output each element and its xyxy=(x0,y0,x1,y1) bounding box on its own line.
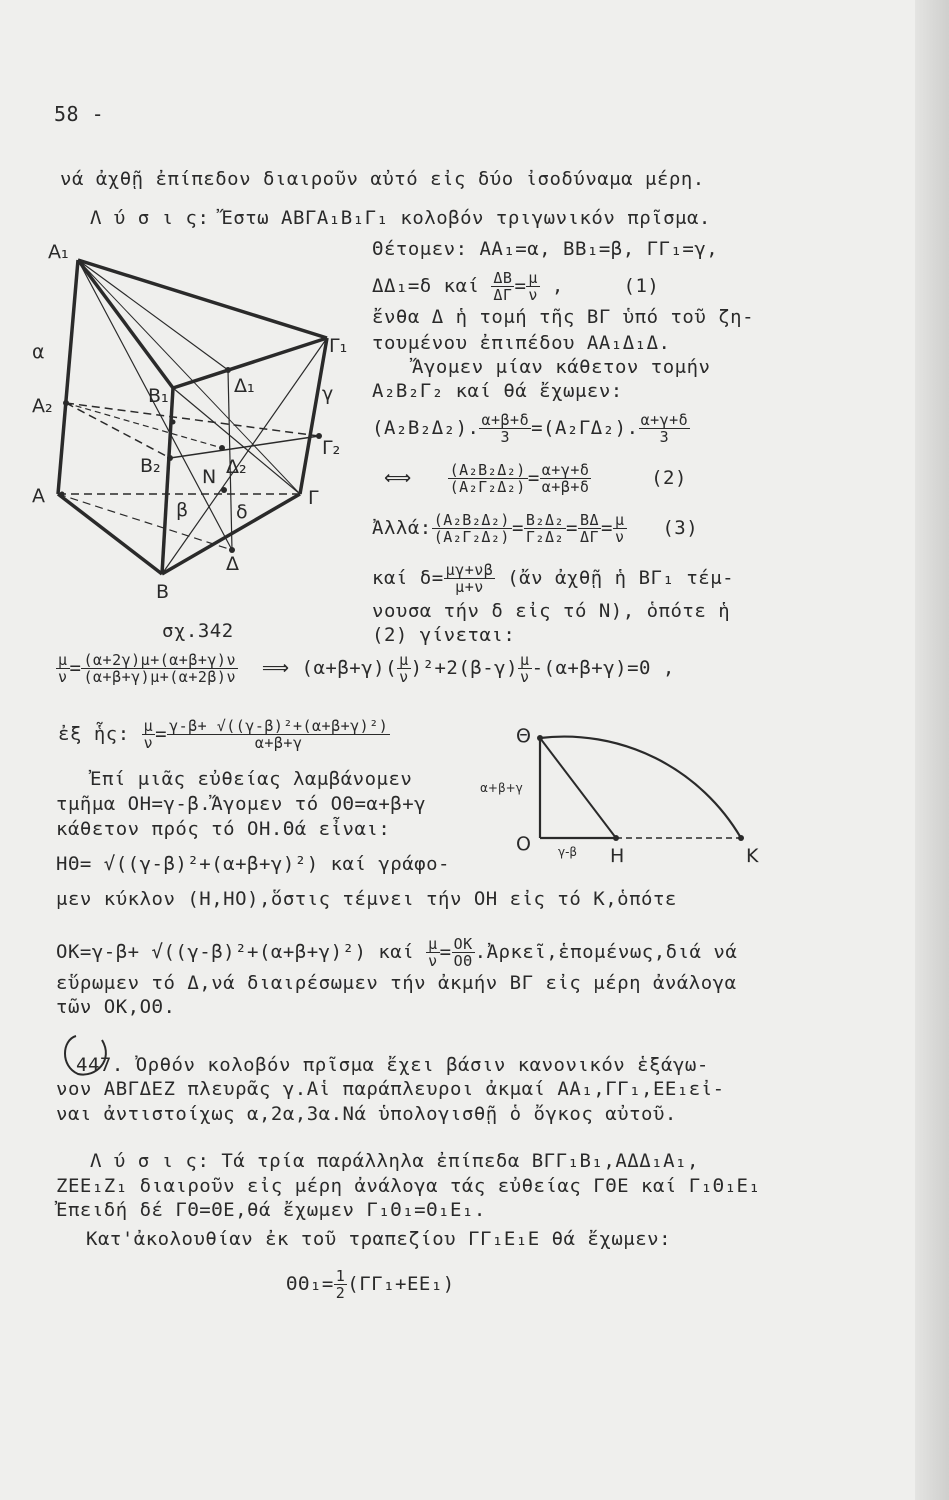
figure-circle-construction xyxy=(478,710,778,870)
text-line-25: 447. Ὀρθόν κολοβόν πρῖσμα ἔχει βάσιν κανονικόν ἑξάγω- xyxy=(76,1054,709,1076)
text-line-4: ΔΔ₁=δ καί $\frac{\Delta B}{\Delta\Gamma}$ = $\frac{\mu}{\nu}$ , (1) xyxy=(372,269,660,304)
text-line-20: ΗΘ= √((γ-β)²+(α+β+γ)²) καί γράφο- xyxy=(56,853,450,875)
label-alpha: α xyxy=(32,341,45,363)
label-O: Ο xyxy=(516,833,531,855)
label-B1: Β₁ xyxy=(148,385,169,407)
text-line-2: Λ ύ σ ι ς: Ἔστω ΑΒΓΑ₁Β₁Γ₁ κολοβόν τριγωνικόν πρῖσμα. xyxy=(90,207,711,229)
label-K: Κ xyxy=(746,845,759,867)
label-D: Δ xyxy=(226,553,239,575)
figure-342-caption: σχ.342 xyxy=(162,620,234,642)
label-A: Α xyxy=(32,485,45,507)
label-gamma-minus-beta: γ-β xyxy=(558,845,578,859)
label-G2: Γ₂ xyxy=(322,437,341,459)
text-line-32: ΘΘ₁= $\frac{1}{2}$ (ΓΓ₁+ΕΕ₁) xyxy=(286,1267,455,1302)
text-line-13: νουσα τήν δ εἰς τό Ν), ὁπότε ἡ xyxy=(372,600,731,622)
label-beta: β xyxy=(176,499,189,521)
label-A2: Α₂ xyxy=(32,395,53,417)
text-line-28: Λ ύ σ ι ς: Τά τρία παράλληλα ἐπίπεδα ΒΓΓ₁Β₁,ΑΔΔ₁Α₁, xyxy=(90,1150,699,1172)
text-line-21: μεν κύκλον (Η,ΗΟ),ὅστις τέμνει τήν ΟΗ εἰς τό Κ,ὁπότε xyxy=(56,888,677,910)
text-line-15: $\frac{\mu}{\nu}$ = $\frac{(\alpha+2\gamma)\mu+(\alpha+\beta+\gamma)\nu}{(\alpha+\beta+\gamma)\mu+(\alpha+2\beta)\nu}$ ⟹ (α+β+γ)( $\frac{\mu}{\nu}$ )²+2(β-γ) $\frac{\mu}{\nu}$ -(α+β+γ)=0 , xyxy=(58,651,675,686)
text-line-16: ἐξ ἧς: $\frac{\mu}{\nu}$ = $\frac{\text{γ-β+ √((γ-β)²+(α+β+γ)²)}}{\alpha+\beta+\gamma}$ xyxy=(58,717,389,752)
label-D1: Δ₁ xyxy=(234,375,255,397)
text-line-8: Α₂Β₂Γ₂ καί θά ἔχωμεν: xyxy=(372,380,623,402)
page-edge-shadow xyxy=(915,0,949,1500)
text-line-31: Κατ'ἀκολουθίαν ἐκ τοῦ τραπεζίου ΓΓ₁Ε₁Ε θά ἔχωμεν: xyxy=(86,1228,672,1250)
text-line-9: (Α₂Β₂Δ₂). $\frac{\alpha+\beta+\delta}{3}$ =(Α₂ΓΔ₂). $\frac{\alpha+\gamma+\delta}{3}$ xyxy=(372,411,689,446)
label-B: Β xyxy=(156,581,170,603)
text-line-14: (2) γίνεται: xyxy=(372,624,516,646)
text-line-17: Ἐπί μιᾶς εὐθείας λαμβάνομεν xyxy=(90,768,413,790)
text-line-11: Ἀλλά: $\frac{\text{(Α₂Β₂Δ₂)}}{\text{(Α₂Γ₂Δ₂)}}$ = $\frac{\text{Β₂Δ₂}}{\text{Γ₂Δ₂}}$ = $\frac{B\Delta}{\Delta\Gamma}$ = $\frac{\mu}{\nu}$ (3) xyxy=(372,511,699,546)
text-line-12: καί δ= $\frac{\mu\gamma+\nu\beta}{\mu+\nu}$ (ἄν ἀχθῇ ἡ ΒΓ₁ τέμ- xyxy=(372,561,735,596)
page-number: 58 - xyxy=(54,102,105,126)
text-line-1: νά ἀχθῇ ἐπίπεδον διαιροῦν αὐτό εἰς δύο ἰσοδύναμα μέρη. xyxy=(60,168,705,190)
text-line-19: κάθετον πρός τό ΟΗ.Θά εἶναι: xyxy=(56,818,391,840)
problem-number-circle-mark xyxy=(58,1030,128,1080)
text-line-5: ἔνθα Δ ἡ τομή τῆς ΒΓ ὑπό τοῦ ζη- xyxy=(372,306,755,328)
figure-342-prism xyxy=(30,240,360,620)
label-D2: Δ₂ xyxy=(226,456,247,478)
label-H: Η xyxy=(610,845,625,867)
label-theta: Θ xyxy=(516,725,531,747)
text-line-29: ΖΕΕ₁Ζ₁ διαιροῦν εἰς μέρη ἀνάλογα τάς εὐθείας ΓΘΕ καί Γ₁Θ₁Ε₁ xyxy=(56,1175,761,1197)
label-A1: Α₁ xyxy=(48,241,69,263)
text-line-26: νον ΑΒΓΔΕΖ πλευρᾶς γ.Αἱ παράπλευροι ἀκμαί ΑΑ₁,ΓΓ₁,ΕΕ₁εἰ- xyxy=(56,1078,725,1100)
text-line-24: τῶν ΟΚ,ΟΘ. xyxy=(56,996,176,1018)
text-line-23: εὕρωμεν τό Δ,νά διαιρέσωμεν τήν ἀκμήν ΒΓ εἰς μέρη ἀνάλογα xyxy=(56,972,737,994)
text-line-30: Ἐπειδή δέ ΓΘ=ΘΕ,θά ἔχωμεν Γ₁Θ₁=Θ₁Ε₁. xyxy=(56,1199,486,1221)
text-line-6: τουμένου ἐπιπέδου ΑΑ₁Δ₁Δ. xyxy=(372,332,671,354)
text-line-7: Ἄγομεν μίαν κάθετον τομήν xyxy=(412,356,711,378)
label-delta: δ xyxy=(236,501,248,523)
label-G1: Γ₁ xyxy=(329,335,348,357)
label-N: Ν xyxy=(202,466,217,488)
text-line-22: ΟΚ=γ-β+ √((γ-β)²+(α+β+γ)²) καί $\frac{\mu}{\nu}$ = $\frac{OK}{O\Theta}$ .Ἀρκεῖ,ἑπομένως,διά νά xyxy=(56,935,738,970)
label-B2: Β₂ xyxy=(140,455,161,477)
label-G: Γ xyxy=(308,487,319,509)
text-line-10: ⟺ $\frac{\text{(Α₂Β₂Δ₂)}}{\text{(Α₂Γ₂Δ₂)}}$ = $\frac{\alpha+\gamma+\delta}{\alpha+\beta+\delta}$ (2) xyxy=(384,461,687,496)
label-gamma: γ xyxy=(322,383,334,405)
text-line-3: Θέτομεν: ΑΑ₁=α, ΒΒ₁=β, ΓΓ₁=γ, xyxy=(372,238,719,260)
text-line-18: τμῆμα ΟΗ=γ-β.Ἄγομεν τό ΟΘ=α+β+γ xyxy=(56,793,427,815)
label-ab-gamma: α+β+γ xyxy=(480,781,523,795)
text-line-27: ναι ἀντιστοίχως α,2α,3α.Νά ὑπολογισθῇ ὁ ὄγκος αὐτοῦ. xyxy=(56,1103,677,1125)
